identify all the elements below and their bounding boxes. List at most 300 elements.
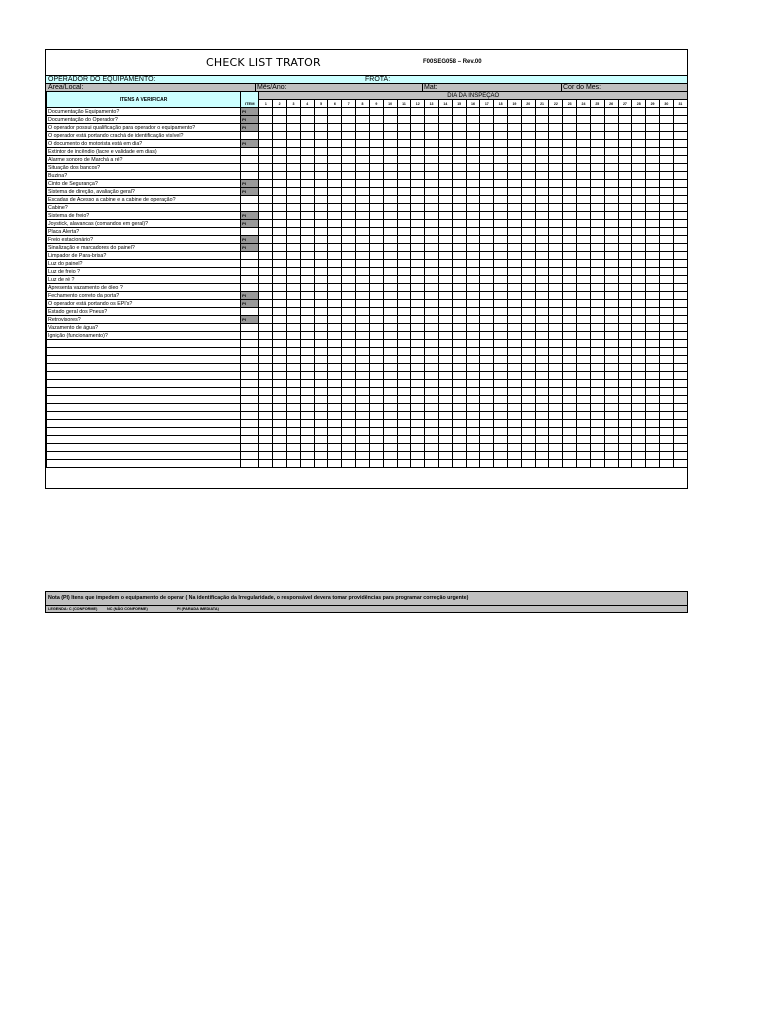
day-check-cell[interactable] (646, 228, 660, 236)
day-check-cell[interactable] (259, 428, 273, 436)
day-check-cell[interactable] (521, 300, 535, 308)
day-check-cell[interactable] (356, 196, 370, 204)
day-check-cell[interactable] (369, 116, 383, 124)
day-check-cell[interactable] (632, 348, 646, 356)
day-check-cell[interactable] (590, 412, 604, 420)
item-label-empty[interactable] (47, 428, 241, 436)
day-check-cell[interactable] (549, 420, 563, 428)
day-check-cell[interactable] (259, 276, 273, 284)
day-check-cell[interactable] (466, 148, 480, 156)
day-check-cell[interactable] (356, 428, 370, 436)
day-check-cell[interactable] (535, 348, 549, 356)
day-check-cell[interactable] (494, 460, 508, 468)
day-check-cell[interactable] (577, 452, 591, 460)
day-check-cell[interactable] (494, 436, 508, 444)
day-check-cell[interactable] (328, 364, 342, 372)
day-check-cell[interactable] (508, 284, 522, 292)
day-check-cell[interactable] (356, 396, 370, 404)
day-check-cell[interactable] (287, 212, 301, 220)
day-check-cell[interactable] (356, 404, 370, 412)
day-check-cell[interactable] (618, 452, 632, 460)
day-check-cell[interactable] (314, 244, 328, 252)
day-check-cell[interactable] (411, 260, 425, 268)
day-check-cell[interactable] (328, 276, 342, 284)
day-check-cell[interactable] (659, 380, 673, 388)
day-check-cell[interactable] (397, 412, 411, 420)
day-check-cell[interactable] (314, 204, 328, 212)
day-check-cell[interactable] (314, 332, 328, 340)
day-check-cell[interactable] (383, 172, 397, 180)
day-check-cell[interactable] (466, 420, 480, 428)
day-check-cell[interactable] (273, 452, 287, 460)
day-check-cell[interactable] (466, 396, 480, 404)
day-check-cell[interactable] (604, 300, 618, 308)
day-check-cell[interactable] (383, 260, 397, 268)
day-check-cell[interactable] (369, 452, 383, 460)
day-check-cell[interactable] (259, 412, 273, 420)
day-check-cell[interactable] (369, 340, 383, 348)
day-check-cell[interactable] (508, 132, 522, 140)
day-check-cell[interactable] (438, 148, 452, 156)
day-check-cell[interactable] (632, 244, 646, 252)
day-check-cell[interactable] (549, 268, 563, 276)
day-check-cell[interactable] (300, 172, 314, 180)
day-check-cell[interactable] (604, 356, 618, 364)
day-check-cell[interactable] (521, 188, 535, 196)
day-check-cell[interactable] (411, 268, 425, 276)
day-check-cell[interactable] (618, 420, 632, 428)
day-check-cell[interactable] (356, 308, 370, 316)
day-check-cell[interactable] (521, 260, 535, 268)
day-check-cell[interactable] (604, 260, 618, 268)
day-check-cell[interactable] (632, 412, 646, 420)
day-check-cell[interactable] (411, 252, 425, 260)
day-check-cell[interactable] (411, 220, 425, 228)
day-check-cell[interactable] (604, 140, 618, 148)
day-check-cell[interactable] (328, 388, 342, 396)
day-check-cell[interactable] (425, 180, 439, 188)
day-check-cell[interactable] (618, 316, 632, 324)
day-check-cell[interactable] (577, 180, 591, 188)
day-check-cell[interactable] (590, 452, 604, 460)
day-check-cell[interactable] (328, 124, 342, 132)
day-check-cell[interactable] (494, 332, 508, 340)
day-check-cell[interactable] (369, 172, 383, 180)
day-check-cell[interactable] (425, 132, 439, 140)
day-check-cell[interactable] (632, 460, 646, 468)
day-check-cell[interactable] (466, 356, 480, 364)
day-check-cell[interactable] (438, 220, 452, 228)
day-check-cell[interactable] (369, 148, 383, 156)
day-check-cell[interactable] (535, 276, 549, 284)
day-check-cell[interactable] (314, 116, 328, 124)
day-check-cell[interactable] (383, 460, 397, 468)
day-check-cell[interactable] (300, 300, 314, 308)
day-check-cell[interactable] (590, 204, 604, 212)
day-check-cell[interactable] (494, 428, 508, 436)
day-check-cell[interactable] (549, 340, 563, 348)
day-check-cell[interactable] (356, 148, 370, 156)
day-check-cell[interactable] (369, 300, 383, 308)
day-check-cell[interactable] (508, 236, 522, 244)
day-check-cell[interactable] (673, 196, 687, 204)
day-check-cell[interactable] (342, 212, 356, 220)
day-check-cell[interactable] (673, 220, 687, 228)
day-check-cell[interactable] (369, 292, 383, 300)
day-check-cell[interactable] (411, 404, 425, 412)
day-check-cell[interactable] (383, 140, 397, 148)
day-check-cell[interactable] (604, 124, 618, 132)
item-label-empty[interactable] (47, 364, 241, 372)
day-check-cell[interactable] (590, 132, 604, 140)
day-check-cell[interactable] (314, 212, 328, 220)
day-check-cell[interactable] (618, 220, 632, 228)
day-check-cell[interactable] (563, 164, 577, 172)
day-check-cell[interactable] (438, 292, 452, 300)
day-check-cell[interactable] (590, 196, 604, 204)
day-check-cell[interactable] (549, 436, 563, 444)
day-check-cell[interactable] (632, 316, 646, 324)
day-check-cell[interactable] (494, 148, 508, 156)
day-check-cell[interactable] (480, 140, 494, 148)
day-check-cell[interactable] (659, 180, 673, 188)
day-check-cell[interactable] (342, 132, 356, 140)
day-check-cell[interactable] (563, 412, 577, 420)
day-check-cell[interactable] (590, 172, 604, 180)
day-check-cell[interactable] (438, 396, 452, 404)
day-check-cell[interactable] (356, 388, 370, 396)
day-check-cell[interactable] (521, 164, 535, 172)
day-check-cell[interactable] (618, 244, 632, 252)
day-check-cell[interactable] (673, 364, 687, 372)
day-check-cell[interactable] (438, 372, 452, 380)
day-check-cell[interactable] (273, 332, 287, 340)
day-check-cell[interactable] (494, 380, 508, 388)
day-check-cell[interactable] (342, 180, 356, 188)
day-check-cell[interactable] (618, 108, 632, 116)
day-check-cell[interactable] (259, 188, 273, 196)
day-check-cell[interactable] (535, 324, 549, 332)
day-check-cell[interactable] (632, 444, 646, 452)
day-check-cell[interactable] (590, 228, 604, 236)
day-check-cell[interactable] (356, 292, 370, 300)
day-check-cell[interactable] (466, 460, 480, 468)
day-check-cell[interactable] (494, 340, 508, 348)
day-check-cell[interactable] (466, 156, 480, 164)
day-check-cell[interactable] (287, 236, 301, 244)
day-check-cell[interactable] (383, 188, 397, 196)
day-check-cell[interactable] (342, 300, 356, 308)
day-check-cell[interactable] (577, 236, 591, 244)
day-check-cell[interactable] (604, 452, 618, 460)
day-check-cell[interactable] (287, 220, 301, 228)
day-check-cell[interactable] (673, 276, 687, 284)
day-check-cell[interactable] (618, 196, 632, 204)
day-check-cell[interactable] (397, 364, 411, 372)
day-check-cell[interactable] (508, 372, 522, 380)
day-check-cell[interactable] (383, 284, 397, 292)
day-check-cell[interactable] (369, 252, 383, 260)
day-check-cell[interactable] (300, 212, 314, 220)
day-check-cell[interactable] (508, 268, 522, 276)
day-check-cell[interactable] (369, 124, 383, 132)
day-check-cell[interactable] (342, 340, 356, 348)
day-check-cell[interactable] (618, 260, 632, 268)
day-check-cell[interactable] (466, 220, 480, 228)
day-check-cell[interactable] (563, 108, 577, 116)
day-check-cell[interactable] (521, 172, 535, 180)
day-check-cell[interactable] (549, 428, 563, 436)
day-check-cell[interactable] (521, 148, 535, 156)
day-check-cell[interactable] (673, 412, 687, 420)
day-check-cell[interactable] (604, 292, 618, 300)
day-check-cell[interactable] (342, 220, 356, 228)
day-check-cell[interactable] (508, 380, 522, 388)
day-check-cell[interactable] (549, 380, 563, 388)
day-check-cell[interactable] (397, 132, 411, 140)
day-check-cell[interactable] (369, 108, 383, 116)
day-check-cell[interactable] (563, 140, 577, 148)
day-check-cell[interactable] (590, 388, 604, 396)
day-check-cell[interactable] (508, 108, 522, 116)
day-check-cell[interactable] (438, 188, 452, 196)
day-check-cell[interactable] (342, 124, 356, 132)
day-check-cell[interactable] (452, 220, 466, 228)
day-check-cell[interactable] (300, 332, 314, 340)
day-check-cell[interactable] (356, 124, 370, 132)
day-check-cell[interactable] (521, 444, 535, 452)
day-check-cell[interactable] (356, 444, 370, 452)
day-check-cell[interactable] (673, 340, 687, 348)
day-check-cell[interactable] (273, 172, 287, 180)
day-check-cell[interactable] (314, 228, 328, 236)
day-check-cell[interactable] (466, 436, 480, 444)
day-check-cell[interactable] (563, 268, 577, 276)
day-check-cell[interactable] (383, 252, 397, 260)
day-check-cell[interactable] (577, 412, 591, 420)
day-check-cell[interactable] (673, 188, 687, 196)
day-check-cell[interactable] (604, 172, 618, 180)
day-check-cell[interactable] (535, 444, 549, 452)
day-check-cell[interactable] (549, 252, 563, 260)
day-check-cell[interactable] (659, 268, 673, 276)
day-check-cell[interactable] (659, 204, 673, 212)
day-check-cell[interactable] (618, 268, 632, 276)
day-check-cell[interactable] (273, 364, 287, 372)
day-check-cell[interactable] (397, 148, 411, 156)
day-check-cell[interactable] (646, 396, 660, 404)
day-check-cell[interactable] (646, 204, 660, 212)
day-check-cell[interactable] (535, 244, 549, 252)
day-check-cell[interactable] (397, 196, 411, 204)
day-check-cell[interactable] (480, 220, 494, 228)
day-check-cell[interactable] (314, 356, 328, 364)
day-check-cell[interactable] (659, 148, 673, 156)
day-check-cell[interactable] (356, 364, 370, 372)
day-check-cell[interactable] (425, 340, 439, 348)
day-check-cell[interactable] (549, 396, 563, 404)
day-check-cell[interactable] (563, 148, 577, 156)
day-check-cell[interactable] (494, 444, 508, 452)
day-check-cell[interactable] (659, 388, 673, 396)
day-check-cell[interactable] (314, 452, 328, 460)
day-check-cell[interactable] (369, 332, 383, 340)
day-check-cell[interactable] (646, 356, 660, 364)
day-check-cell[interactable] (480, 436, 494, 444)
day-check-cell[interactable] (397, 444, 411, 452)
day-check-cell[interactable] (383, 124, 397, 132)
day-check-cell[interactable] (480, 228, 494, 236)
day-check-cell[interactable] (618, 188, 632, 196)
day-check-cell[interactable] (328, 268, 342, 276)
day-check-cell[interactable] (342, 420, 356, 428)
day-check-cell[interactable] (618, 212, 632, 220)
day-check-cell[interactable] (369, 428, 383, 436)
day-check-cell[interactable] (273, 292, 287, 300)
day-check-cell[interactable] (646, 188, 660, 196)
day-check-cell[interactable] (604, 404, 618, 412)
day-check-cell[interactable] (259, 212, 273, 220)
day-check-cell[interactable] (673, 268, 687, 276)
day-check-cell[interactable] (287, 204, 301, 212)
day-check-cell[interactable] (549, 276, 563, 284)
day-check-cell[interactable] (577, 396, 591, 404)
day-check-cell[interactable] (604, 188, 618, 196)
day-check-cell[interactable] (508, 340, 522, 348)
day-check-cell[interactable] (494, 284, 508, 292)
day-check-cell[interactable] (632, 332, 646, 340)
day-check-cell[interactable] (646, 460, 660, 468)
day-check-cell[interactable] (549, 172, 563, 180)
day-check-cell[interactable] (342, 364, 356, 372)
day-check-cell[interactable] (480, 260, 494, 268)
day-check-cell[interactable] (646, 412, 660, 420)
day-check-cell[interactable] (287, 252, 301, 260)
day-check-cell[interactable] (618, 284, 632, 292)
day-check-cell[interactable] (300, 308, 314, 316)
day-check-cell[interactable] (521, 220, 535, 228)
day-check-cell[interactable] (521, 292, 535, 300)
day-check-cell[interactable] (535, 412, 549, 420)
day-check-cell[interactable] (673, 252, 687, 260)
day-check-cell[interactable] (383, 356, 397, 364)
day-check-cell[interactable] (466, 164, 480, 172)
day-check-cell[interactable] (397, 332, 411, 340)
day-check-cell[interactable] (618, 348, 632, 356)
day-check-cell[interactable] (466, 180, 480, 188)
day-check-cell[interactable] (535, 292, 549, 300)
day-check-cell[interactable] (466, 260, 480, 268)
day-check-cell[interactable] (494, 116, 508, 124)
day-check-cell[interactable] (494, 292, 508, 300)
day-check-cell[interactable] (397, 388, 411, 396)
day-check-cell[interactable] (397, 316, 411, 324)
day-check-cell[interactable] (259, 332, 273, 340)
day-check-cell[interactable] (342, 276, 356, 284)
day-check-cell[interactable] (632, 276, 646, 284)
day-check-cell[interactable] (632, 180, 646, 188)
day-check-cell[interactable] (369, 356, 383, 364)
day-check-cell[interactable] (508, 412, 522, 420)
day-check-cell[interactable] (328, 396, 342, 404)
day-check-cell[interactable] (480, 236, 494, 244)
day-check-cell[interactable] (342, 396, 356, 404)
day-check-cell[interactable] (383, 308, 397, 316)
day-check-cell[interactable] (618, 396, 632, 404)
day-check-cell[interactable] (452, 180, 466, 188)
day-check-cell[interactable] (618, 412, 632, 420)
day-check-cell[interactable] (425, 252, 439, 260)
day-check-cell[interactable] (659, 196, 673, 204)
day-check-cell[interactable] (590, 396, 604, 404)
day-check-cell[interactable] (300, 316, 314, 324)
day-check-cell[interactable] (356, 220, 370, 228)
day-check-cell[interactable] (466, 140, 480, 148)
day-check-cell[interactable] (466, 372, 480, 380)
day-check-cell[interactable] (673, 308, 687, 316)
day-check-cell[interactable] (577, 372, 591, 380)
day-check-cell[interactable] (300, 244, 314, 252)
day-check-cell[interactable] (356, 412, 370, 420)
day-check-cell[interactable] (563, 228, 577, 236)
day-check-cell[interactable] (563, 444, 577, 452)
day-check-cell[interactable] (356, 324, 370, 332)
day-check-cell[interactable] (356, 236, 370, 244)
day-check-cell[interactable] (369, 276, 383, 284)
day-check-cell[interactable] (646, 212, 660, 220)
day-check-cell[interactable] (659, 300, 673, 308)
day-check-cell[interactable] (577, 348, 591, 356)
day-check-cell[interactable] (563, 292, 577, 300)
day-check-cell[interactable] (369, 380, 383, 388)
day-check-cell[interactable] (646, 108, 660, 116)
day-check-cell[interactable] (425, 156, 439, 164)
day-check-cell[interactable] (300, 292, 314, 300)
day-check-cell[interactable] (383, 316, 397, 324)
day-check-cell[interactable] (356, 228, 370, 236)
day-check-cell[interactable] (342, 372, 356, 380)
day-check-cell[interactable] (604, 148, 618, 156)
day-check-cell[interactable] (411, 420, 425, 428)
day-check-cell[interactable] (632, 356, 646, 364)
day-check-cell[interactable] (659, 324, 673, 332)
day-check-cell[interactable] (356, 332, 370, 340)
day-check-cell[interactable] (300, 460, 314, 468)
day-check-cell[interactable] (452, 348, 466, 356)
day-check-cell[interactable] (438, 444, 452, 452)
day-check-cell[interactable] (411, 452, 425, 460)
day-check-cell[interactable] (259, 252, 273, 260)
day-check-cell[interactable] (646, 260, 660, 268)
day-check-cell[interactable] (259, 436, 273, 444)
day-check-cell[interactable] (632, 268, 646, 276)
day-check-cell[interactable] (535, 156, 549, 164)
day-check-cell[interactable] (342, 204, 356, 212)
day-check-cell[interactable] (508, 348, 522, 356)
day-check-cell[interactable] (590, 164, 604, 172)
day-check-cell[interactable] (590, 364, 604, 372)
day-check-cell[interactable] (383, 220, 397, 228)
item-label-empty[interactable] (47, 420, 241, 428)
day-check-cell[interactable] (618, 332, 632, 340)
day-check-cell[interactable] (356, 252, 370, 260)
day-check-cell[interactable] (563, 324, 577, 332)
day-check-cell[interactable] (411, 460, 425, 468)
day-check-cell[interactable] (383, 292, 397, 300)
day-check-cell[interactable] (590, 260, 604, 268)
day-check-cell[interactable] (494, 212, 508, 220)
day-check-cell[interactable] (494, 228, 508, 236)
